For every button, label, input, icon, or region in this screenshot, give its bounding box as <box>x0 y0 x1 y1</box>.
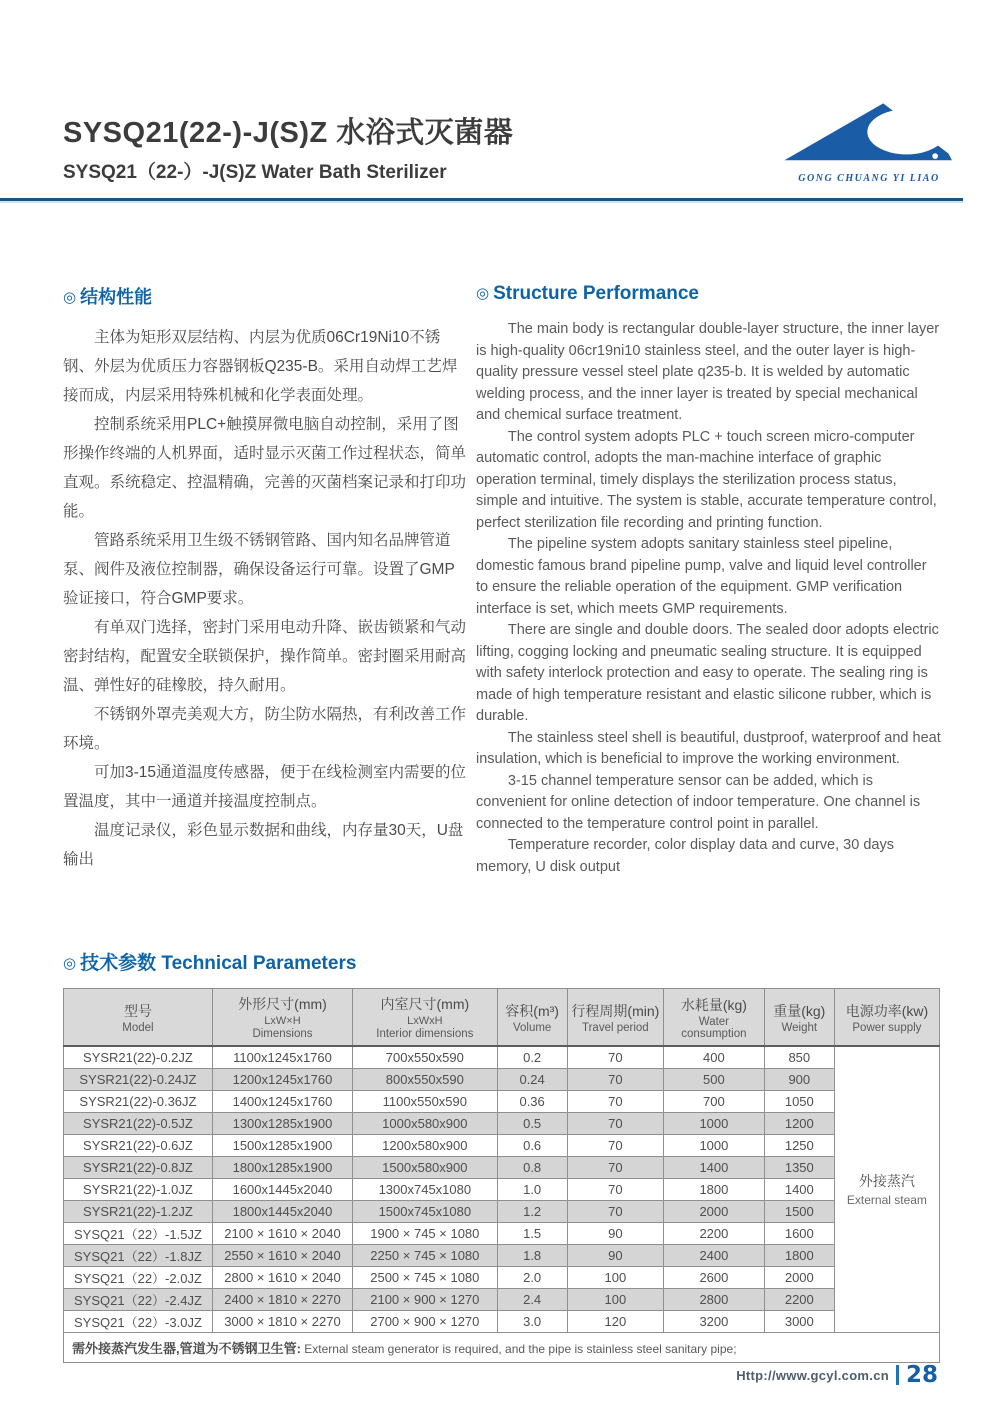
table-cell: 70 <box>567 1200 663 1222</box>
table-cell: 2.0 <box>497 1266 567 1288</box>
table-cell: 1400x1245x1760 <box>212 1090 352 1112</box>
table-cell: 1500x745x1080 <box>353 1200 498 1222</box>
table-row <box>64 1112 940 1134</box>
structure-content <box>63 283 942 878</box>
table-row <box>64 1046 940 1068</box>
table-row <box>64 1178 940 1200</box>
table-cell: 800x550x590 <box>353 1068 498 1090</box>
table-column-header: 水耗量(kg) Water consumption <box>664 989 765 1047</box>
table-cell: 2550 × 1610 × 2040 <box>212 1244 352 1266</box>
table-cell: 2600 <box>664 1266 765 1288</box>
table-column-header: 电源功率(kw) Power supply <box>834 989 939 1047</box>
table-cell: 2800 <box>664 1288 765 1310</box>
section-bullet-icon: ◎ <box>63 955 77 972</box>
table-cell: 2700 × 900 × 1270 <box>353 1310 498 1332</box>
website-url[interactable]: Http://www.gcyl.com.cn <box>736 1367 889 1383</box>
table-cell: 2800 × 1610 × 2040 <box>212 1266 352 1288</box>
table-cell: 1500x1285x1900 <box>212 1134 352 1156</box>
table-column-header: 容积(m³) Volume <box>497 989 567 1047</box>
table-cell: 70 <box>567 1156 663 1178</box>
table-cell: 1300x745x1080 <box>353 1178 498 1200</box>
table-cell: SYSR21(22)-0.6JZ <box>64 1134 213 1156</box>
structure-paragraph-en: The main body is rectangular double-layer structure, the inner layer is high-quality 06cr19ni10 stainless steel, and the outer layer is high-quality pressure vessel steel plate q235-b. It is welded by automatic welding process, and the inner layer is treated by special mechanical and chemical surface treatment. <box>476 321 940 423</box>
table-column-header: 内室尺寸(mm) LxWxH Interior dimensions <box>353 989 498 1047</box>
table-note-cell <box>64 1332 940 1362</box>
table-row <box>64 1156 940 1178</box>
table-cell: 2100 × 900 × 1270 <box>353 1288 498 1310</box>
table-cell: 70 <box>567 1134 663 1156</box>
table-column-header: 行程周期(min) Travel period <box>567 989 663 1047</box>
table-cell: 70 <box>567 1046 663 1068</box>
table-cell: 500 <box>664 1068 765 1090</box>
logo-text: GONG CHUANG YI LIAO <box>798 173 940 184</box>
table-cell: 1.2 <box>497 1200 567 1222</box>
table-cell: 1000 <box>664 1112 765 1134</box>
table-cell: 1800 <box>664 1178 765 1200</box>
table-cell: 3000 × 1810 × 2270 <box>212 1310 352 1332</box>
table-cell: SYSQ21（22）-2.4JZ <box>64 1288 213 1310</box>
table-cell: 2000 <box>764 1266 834 1288</box>
structure-paragraph-en: 3-15 channel temperature sensor can be added, which is convenient for online detection of indoor temperature. One channel is connected to the temperature control point in parallel. <box>476 772 921 832</box>
table-note-row <box>64 1332 940 1362</box>
table-cell: 70 <box>567 1090 663 1112</box>
table-cell: 1200x1245x1760 <box>212 1068 352 1090</box>
table-cell: 120 <box>567 1310 663 1332</box>
table-row <box>64 1310 940 1332</box>
structure-paragraph-zh: 控制系统采用PLC+触摸屏微电脑自动控制，采用了图形操作终端的人机界面，适时显示灭菌工作过程状态，简单直观。系统稳定、控温精确，完善的灭菌档案记录和打印功能。 <box>63 416 467 520</box>
parameters-table <box>63 988 940 1363</box>
table-row <box>64 1266 940 1288</box>
logo-swoosh-icon <box>780 100 958 172</box>
structure-paragraph-zh: 主体为矩形双层结构、内层为优质06Cr19Ni10不锈钢、外层为优质压力容器钢板Q235-B。采用自动焊工艺焊接而成，内层采用特殊机械和化学表面处理。 <box>63 329 458 404</box>
table-cell: SYSR21(22)-0.5JZ <box>64 1112 213 1134</box>
table-cell: 2400 × 1810 × 2270 <box>212 1288 352 1310</box>
table-cell: 900 <box>764 1068 834 1090</box>
table-cell: 2400 <box>664 1244 765 1266</box>
structure-section-en <box>468 283 942 878</box>
table-cell: SYSQ21（22）-1.8JZ <box>64 1244 213 1266</box>
table-cell: 1.5 <box>497 1222 567 1244</box>
structure-paragraph-en: The pipeline system adopts sanitary stainless steel pipeline, domestic famous brand pipeline pump, valve and liquid level controller to ensure the reliable operation of the equipment. GMP verification interface is set, which meets GMP requirements. <box>476 536 927 617</box>
table-cell: 0.36 <box>497 1090 567 1112</box>
table-cell: 1000x580x900 <box>353 1112 498 1134</box>
table-cell: 2000 <box>664 1200 765 1222</box>
table-column-header: 外形尺寸(mm) LxW×H Dimensions <box>212 989 352 1047</box>
table-cell: 70 <box>567 1178 663 1200</box>
page-footer <box>736 1362 938 1388</box>
structure-paragraph-zh: 可加3-15通道温度传感器，便于在线检测室内需要的位置温度，其中一通道并接温度控制点。 <box>63 764 467 810</box>
structure-paragraph-en: The control system adopts PLC + touch screen micro-computer automatic control, adopts the man-machine interface of graphic operation terminal, timely displays the sterilization process status, simple and intuitive. The system is stable, accurate temperature control, perfect sterilization file recording and printing function. <box>476 428 937 531</box>
table-cell: 0.5 <box>497 1112 567 1134</box>
table-cell: 90 <box>567 1222 663 1244</box>
table-cell: SYSR21(22)-0.24JZ <box>64 1068 213 1090</box>
table-cell: 2250 × 745 × 1080 <box>353 1244 498 1266</box>
table-cell: 2.4 <box>497 1288 567 1310</box>
table-cell: 1400 <box>664 1156 765 1178</box>
structure-heading-zh <box>63 283 468 309</box>
power-supply-cell: 外接蒸汽 External steam <box>834 1046 939 1332</box>
company-logo <box>780 100 958 184</box>
structure-paragraphs-zh <box>63 323 468 874</box>
table-cell: 1200 <box>764 1112 834 1134</box>
table-cell: 1800 <box>764 1244 834 1266</box>
structure-paragraphs-en <box>476 319 942 878</box>
structure-paragraph-en: Temperature recorder, color display data and curve, 30 days memory, U disk output <box>476 837 894 875</box>
structure-paragraph-en: There are single and double doors. The sealed door adopts electric lifting, cogging locking and pneumatic sealing structure. It is equipped with safety interlock protection and easy to operate. The sealing ring is made of high temperature resistant and elastic silicone rubber, which is durable. <box>476 622 939 724</box>
parameters-heading-label: 技术参数 Technical Parameters <box>80 953 357 974</box>
title-block <box>63 110 513 184</box>
table-header-row <box>64 989 940 1047</box>
structure-paragraph-zh: 不锈钢外罩壳美观大方，防尘防水隔热，有利改善工作环境。 <box>63 706 467 752</box>
table-column-header: 型号 Model <box>64 989 213 1047</box>
table-cell: 1000 <box>664 1134 765 1156</box>
technical-parameters-section <box>63 948 940 1363</box>
table-note-en: External steam generator is required, and the pipe is stainless steel sanitary pipe; <box>300 1341 737 1356</box>
table-row <box>64 1244 940 1266</box>
table-cell: 100 <box>567 1266 663 1288</box>
table-cell: 1800x1285x1900 <box>212 1156 352 1178</box>
table-cell: 1.0 <box>497 1178 567 1200</box>
table-cell: 1100x1245x1760 <box>212 1046 352 1068</box>
section-bullet-icon: ◎ <box>476 285 490 302</box>
table-cell: 0.24 <box>497 1068 567 1090</box>
structure-heading-en <box>476 283 942 305</box>
table-cell: 3000 <box>764 1310 834 1332</box>
table-cell: SYSR21(22)-0.8JZ <box>64 1156 213 1178</box>
table-cell: 3.0 <box>497 1310 567 1332</box>
table-cell: 1600x1445x2040 <box>212 1178 352 1200</box>
table-cell: SYSR21(22)-0.2JZ <box>64 1046 213 1068</box>
table-cell: 1250 <box>764 1134 834 1156</box>
table-cell: 2100 × 1610 × 2040 <box>212 1222 352 1244</box>
table-cell: SYSR21(22)-1.2JZ <box>64 1200 213 1222</box>
table-cell: 1800x1445x2040 <box>212 1200 352 1222</box>
table-cell: SYSQ21（22）-2.0JZ <box>64 1266 213 1288</box>
table-row <box>64 1222 940 1244</box>
table-cell: 3200 <box>664 1310 765 1332</box>
structure-paragraph-zh: 温度记录仪，彩色显示数据和曲线，内存量30天，U盘输出 <box>63 822 464 868</box>
table-cell: 1.8 <box>497 1244 567 1266</box>
table-cell: 2200 <box>764 1288 834 1310</box>
table-column-header: 重量(kg) Weight <box>764 989 834 1047</box>
table-cell: SYSR21(22)-1.0JZ <box>64 1178 213 1200</box>
structure-paragraph-en: The stainless steel shell is beautiful, dustproof, waterproof and heat insulation, which is beneficial to improve the working environment. <box>476 729 941 767</box>
table-cell: 0.6 <box>497 1134 567 1156</box>
table-cell: 850 <box>764 1046 834 1068</box>
table-cell: 1050 <box>764 1090 834 1112</box>
table-cell: 1900 × 745 × 1080 <box>353 1222 498 1244</box>
section-bullet-icon: ◎ <box>63 289 77 306</box>
page-title-en: SYSQ21（22-）-J(S)Z Water Bath Sterilizer <box>63 162 447 183</box>
table-cell: 70 <box>567 1068 663 1090</box>
structure-section-zh <box>63 283 468 878</box>
structure-heading-en-label: Structure Performance <box>493 283 699 304</box>
structure-paragraph-zh: 有单双门选择，密封门采用电动升降、嵌齿锁紧和气动密封结构，配置安全联锁保护，操作简单。密封圈采用耐高温、弹性好的硅橡胶，持久耐用。 <box>63 619 467 694</box>
page-title-zh: SYSQ21(22-)-J(S)Z 水浴式灭菌器 <box>63 117 514 149</box>
table-cell: 0.8 <box>497 1156 567 1178</box>
table-cell: 100 <box>567 1288 663 1310</box>
table-row <box>64 1068 940 1090</box>
table-cell: 2500 × 745 × 1080 <box>353 1266 498 1288</box>
parameters-heading <box>63 948 940 975</box>
table-cell: 2200 <box>664 1222 765 1244</box>
table-cell: 1100x550x590 <box>353 1090 498 1112</box>
table-cell: 0.2 <box>497 1046 567 1068</box>
page-header <box>63 100 958 184</box>
table-cell: 1600 <box>764 1222 834 1244</box>
table-row <box>64 1200 940 1222</box>
table-row <box>64 1134 940 1156</box>
table-cell: 1400 <box>764 1178 834 1200</box>
table-cell: 1200x580x900 <box>353 1134 498 1156</box>
structure-heading-zh-label: 结构性能 <box>80 287 153 307</box>
header-divider <box>0 198 963 203</box>
table-cell: 1500x580x900 <box>353 1156 498 1178</box>
table-cell: SYSQ21（22）-3.0JZ <box>64 1310 213 1332</box>
table-row <box>64 1090 940 1112</box>
table-note-zh: 需外接蒸汽发生器,管道为不锈钢卫生管: <box>72 1340 301 1356</box>
page-number: 28 <box>905 1362 938 1388</box>
table-cell: 700 <box>664 1090 765 1112</box>
structure-paragraph-zh: 管路系统采用卫生级不锈钢管路、国内知名品牌管道泵、阀件及液位控制器，确保设备运行可靠。设置了GMP验证接口，符合GMP要求。 <box>63 532 455 607</box>
table-cell: 70 <box>567 1112 663 1134</box>
table-cell: SYSR21(22)-0.36JZ <box>64 1090 213 1112</box>
table-row <box>64 1288 940 1310</box>
table-cell: 1500 <box>764 1200 834 1222</box>
table-cell: 400 <box>664 1046 765 1068</box>
table-cell: 90 <box>567 1244 663 1266</box>
table-cell: SYSQ21（22）-1.5JZ <box>64 1222 213 1244</box>
table-cell: 700x550x590 <box>353 1046 498 1068</box>
table-cell: 1350 <box>764 1156 834 1178</box>
footer-separator <box>896 1365 899 1385</box>
table-cell: 1300x1285x1900 <box>212 1112 352 1134</box>
